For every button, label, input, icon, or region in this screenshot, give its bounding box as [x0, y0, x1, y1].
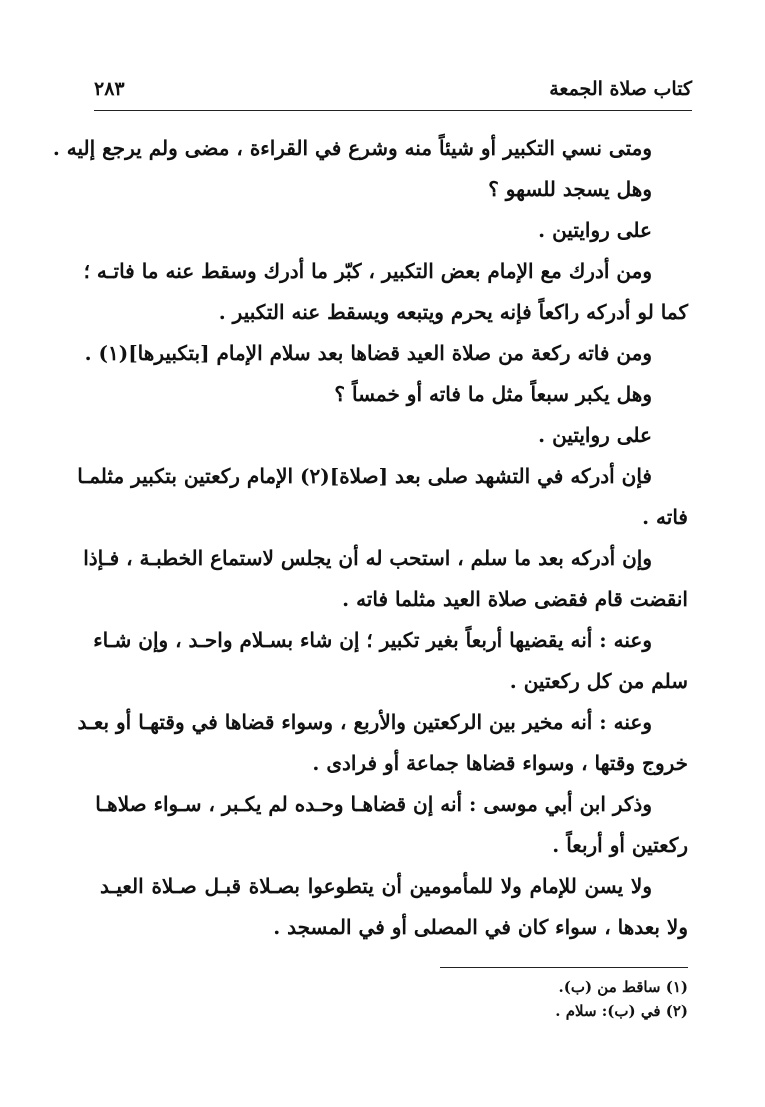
book-title: كتاب صلاة الجمعة — [549, 78, 692, 100]
page-number: ٢٨٣ — [94, 78, 125, 100]
text-line: ركعتين أو أربعاً . — [552, 833, 688, 857]
text-line: وهل يكبر سبعاً مثل ما فاته أو خمساً ؟ — [334, 382, 652, 406]
header-divider — [94, 110, 692, 111]
text-line: انقضت قام فقضى صلاة العيد مثلما فاته . — [342, 587, 688, 611]
running-header — [94, 76, 692, 110]
text-line: وعنه : أنه مخير بين الركعتين والأربع ، وسواء قضاها في وقتهـا أو بعـد — [77, 710, 652, 734]
text-line: على روايتين . — [538, 423, 652, 447]
text-line: ولا بعدها ، سواء كان في المصلى أو في المسجد . — [273, 915, 688, 939]
footnote: (٢) في (ب): سلام . — [555, 1002, 688, 1020]
text-line: وهل يسجد للسهو ؟ — [488, 177, 652, 201]
text-line: ومن أدرك مع الإمام بعض التكبير ، كبّر ما أدرك وسقط عنه ما فاتـه ؛ — [83, 259, 652, 283]
text-line: وعنه : أنه يقضيها أربعاً بغير تكبير ؛ إن شاء بسـلام واحـد ، وإن شـاء — [93, 628, 652, 652]
main-text — [52, 128, 688, 948]
text-line: وإن أدركه بعد ما سلم ، استحب له أن يجلس لاستماع الخطبـة ، فـإذا — [83, 546, 652, 570]
footnote: (١) ساقط من (ب). — [558, 978, 688, 996]
text-line: فإن أدركه في التشهد صلى بعد [صلاة](٢) الإمام ركعتين بتكبير مثلمـا — [77, 464, 652, 488]
footnote-divider — [440, 967, 688, 968]
text-line: فاته . — [642, 505, 688, 529]
text-line: ولا يسن للإمام ولا للمأمومين أن يتطوعوا بصـلاة قبـل صـلاة العيـد — [100, 874, 652, 898]
footnotes — [420, 975, 688, 1023]
text-line: خروج وقتها ، وسواء قضاها جماعة أو فرادى . — [312, 751, 688, 775]
text-line: سلم من كل ركعتين . — [509, 669, 688, 693]
text-line: وذكر ابن أبي موسى : أنه إن قضاهـا وحـده لم يكـبر ، سـواء صلاهـا — [95, 792, 652, 816]
text-line: كما لو أدركه راكعاً فإنه يحرم ويتبعه ويسقط عنه التكبير . — [218, 300, 688, 324]
text-line: ومن فاته ركعة من صلاة العيد قضاها بعد سلام الإمام [بتكبيرها](١) . — [84, 341, 652, 365]
text-line: على روايتين . — [538, 218, 652, 242]
text-line: ومتى نسي التكبير أو شيئاً منه وشرع في القراءة ، مضى ولم يرجع إليه . — [52, 136, 652, 160]
